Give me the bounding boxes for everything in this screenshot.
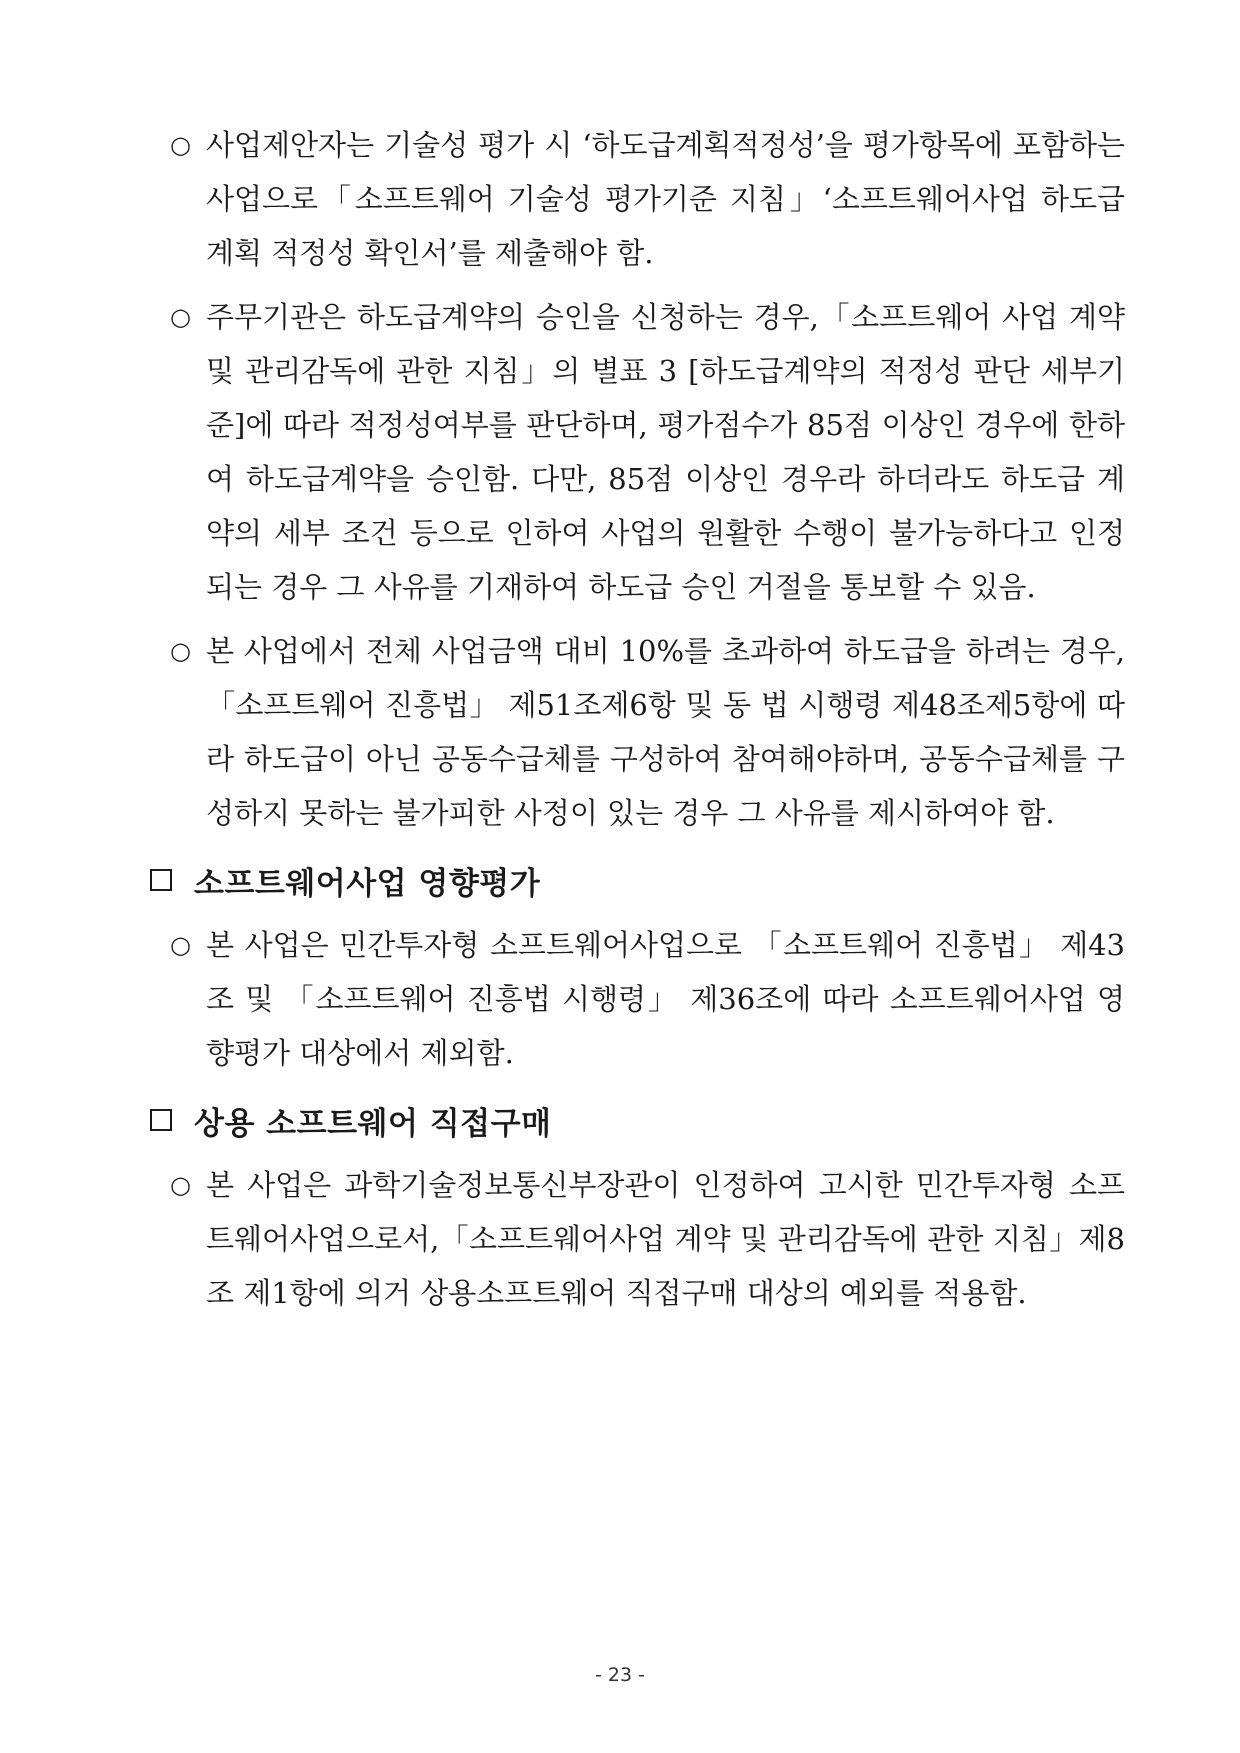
- section-title: 소프트웨어사업 영향평가: [194, 865, 541, 902]
- page-number: - 23 -: [595, 1664, 645, 1686]
- paragraph-impact-assessment: [150, 918, 1125, 1080]
- section-title: 상용 소프트웨어 직접구매: [194, 1105, 552, 1142]
- paragraph-text: 본 사업에서 전체 사업금액 대비 10%를 초과하여 하도급을 하려는 경우, 「소프트웨어 진흥법」 제51조제6항 및 동 법 시행령 제48조제5항에 따라 하도급이 아닌 공동수급체를 구성하여 참여해야하며, 공동수급체를 구성하지 못하는 불가피한 사정이 있는 경우 그 사유를 제시하여야 함.: [206, 634, 1125, 830]
- paragraph-joint-contract: [150, 624, 1125, 840]
- paragraph-text: 본 사업은 과학기술정보통신부장관이 인정하여 고시한 민간투자형 소프트웨어사업으로서,「소프트웨어사업 계약 및 관리감독에 관한 지침」제8조 제1항에 의거 상용소프트웨어 직접구매 대상의 예외를 적용함.: [206, 1168, 1125, 1310]
- paragraph-direct-purchase: [150, 1158, 1125, 1320]
- checkbox-square-icon: [150, 869, 172, 891]
- bullet-circle-icon: ○: [170, 1171, 191, 1199]
- bullet-circle-icon: ○: [170, 637, 191, 665]
- paragraph-text: 주무기관은 하도급계약의 승인을 신청하는 경우,「소프트웨어 사업 계약 및 관리감독에 관한 지침」의 별표 3 [하도급계약의 적정성 판단 세부기준]에 따라 적정성여부를 판단하며, 평가점수가 85점 이상인 경우에 한하여 하도급계약을 승인함. 다만, 85점 이상인 경우라 하더라도 하도급 계약의 세부 조건 등으로 인하여 사업의 원활한 수행이 불가능하다고 인정되는 경우 그 사유를 기재하여 하도급 승인 거절을 통보할 수 있음.: [206, 300, 1125, 604]
- paragraph-text: 본 사업은 민간투자형 소프트웨어사업으로 「소프트웨어 진흥법」 제43조 및 「소프트웨어 진흥법 시행령」 제36조에 따라 소프트웨어사업 영향평가 대상에서 제외함.: [206, 928, 1125, 1070]
- bullet-circle-icon: ○: [170, 303, 191, 331]
- checkbox-square-icon: [150, 1109, 172, 1131]
- paragraph-text: 사업제안자는 기술성 평가 시 ‘하도급계획적정성’을 평가항목에 포함하는 사업으로「소프트웨어 기술성 평가기준 지침」‘소프트웨어사업 하도급 계획 적정성 확인서’를 제출해야 함.: [206, 128, 1125, 270]
- bullet-circle-icon: ○: [170, 131, 191, 159]
- section-heading-direct-purchase: [150, 1090, 1125, 1150]
- section-heading-impact-assessment: [150, 850, 1125, 910]
- document-body: [150, 118, 1125, 1330]
- paragraph-subcontract-approval: [150, 290, 1125, 614]
- bullet-circle-icon: ○: [170, 931, 191, 959]
- paragraph-subcontract-plan: [150, 118, 1125, 280]
